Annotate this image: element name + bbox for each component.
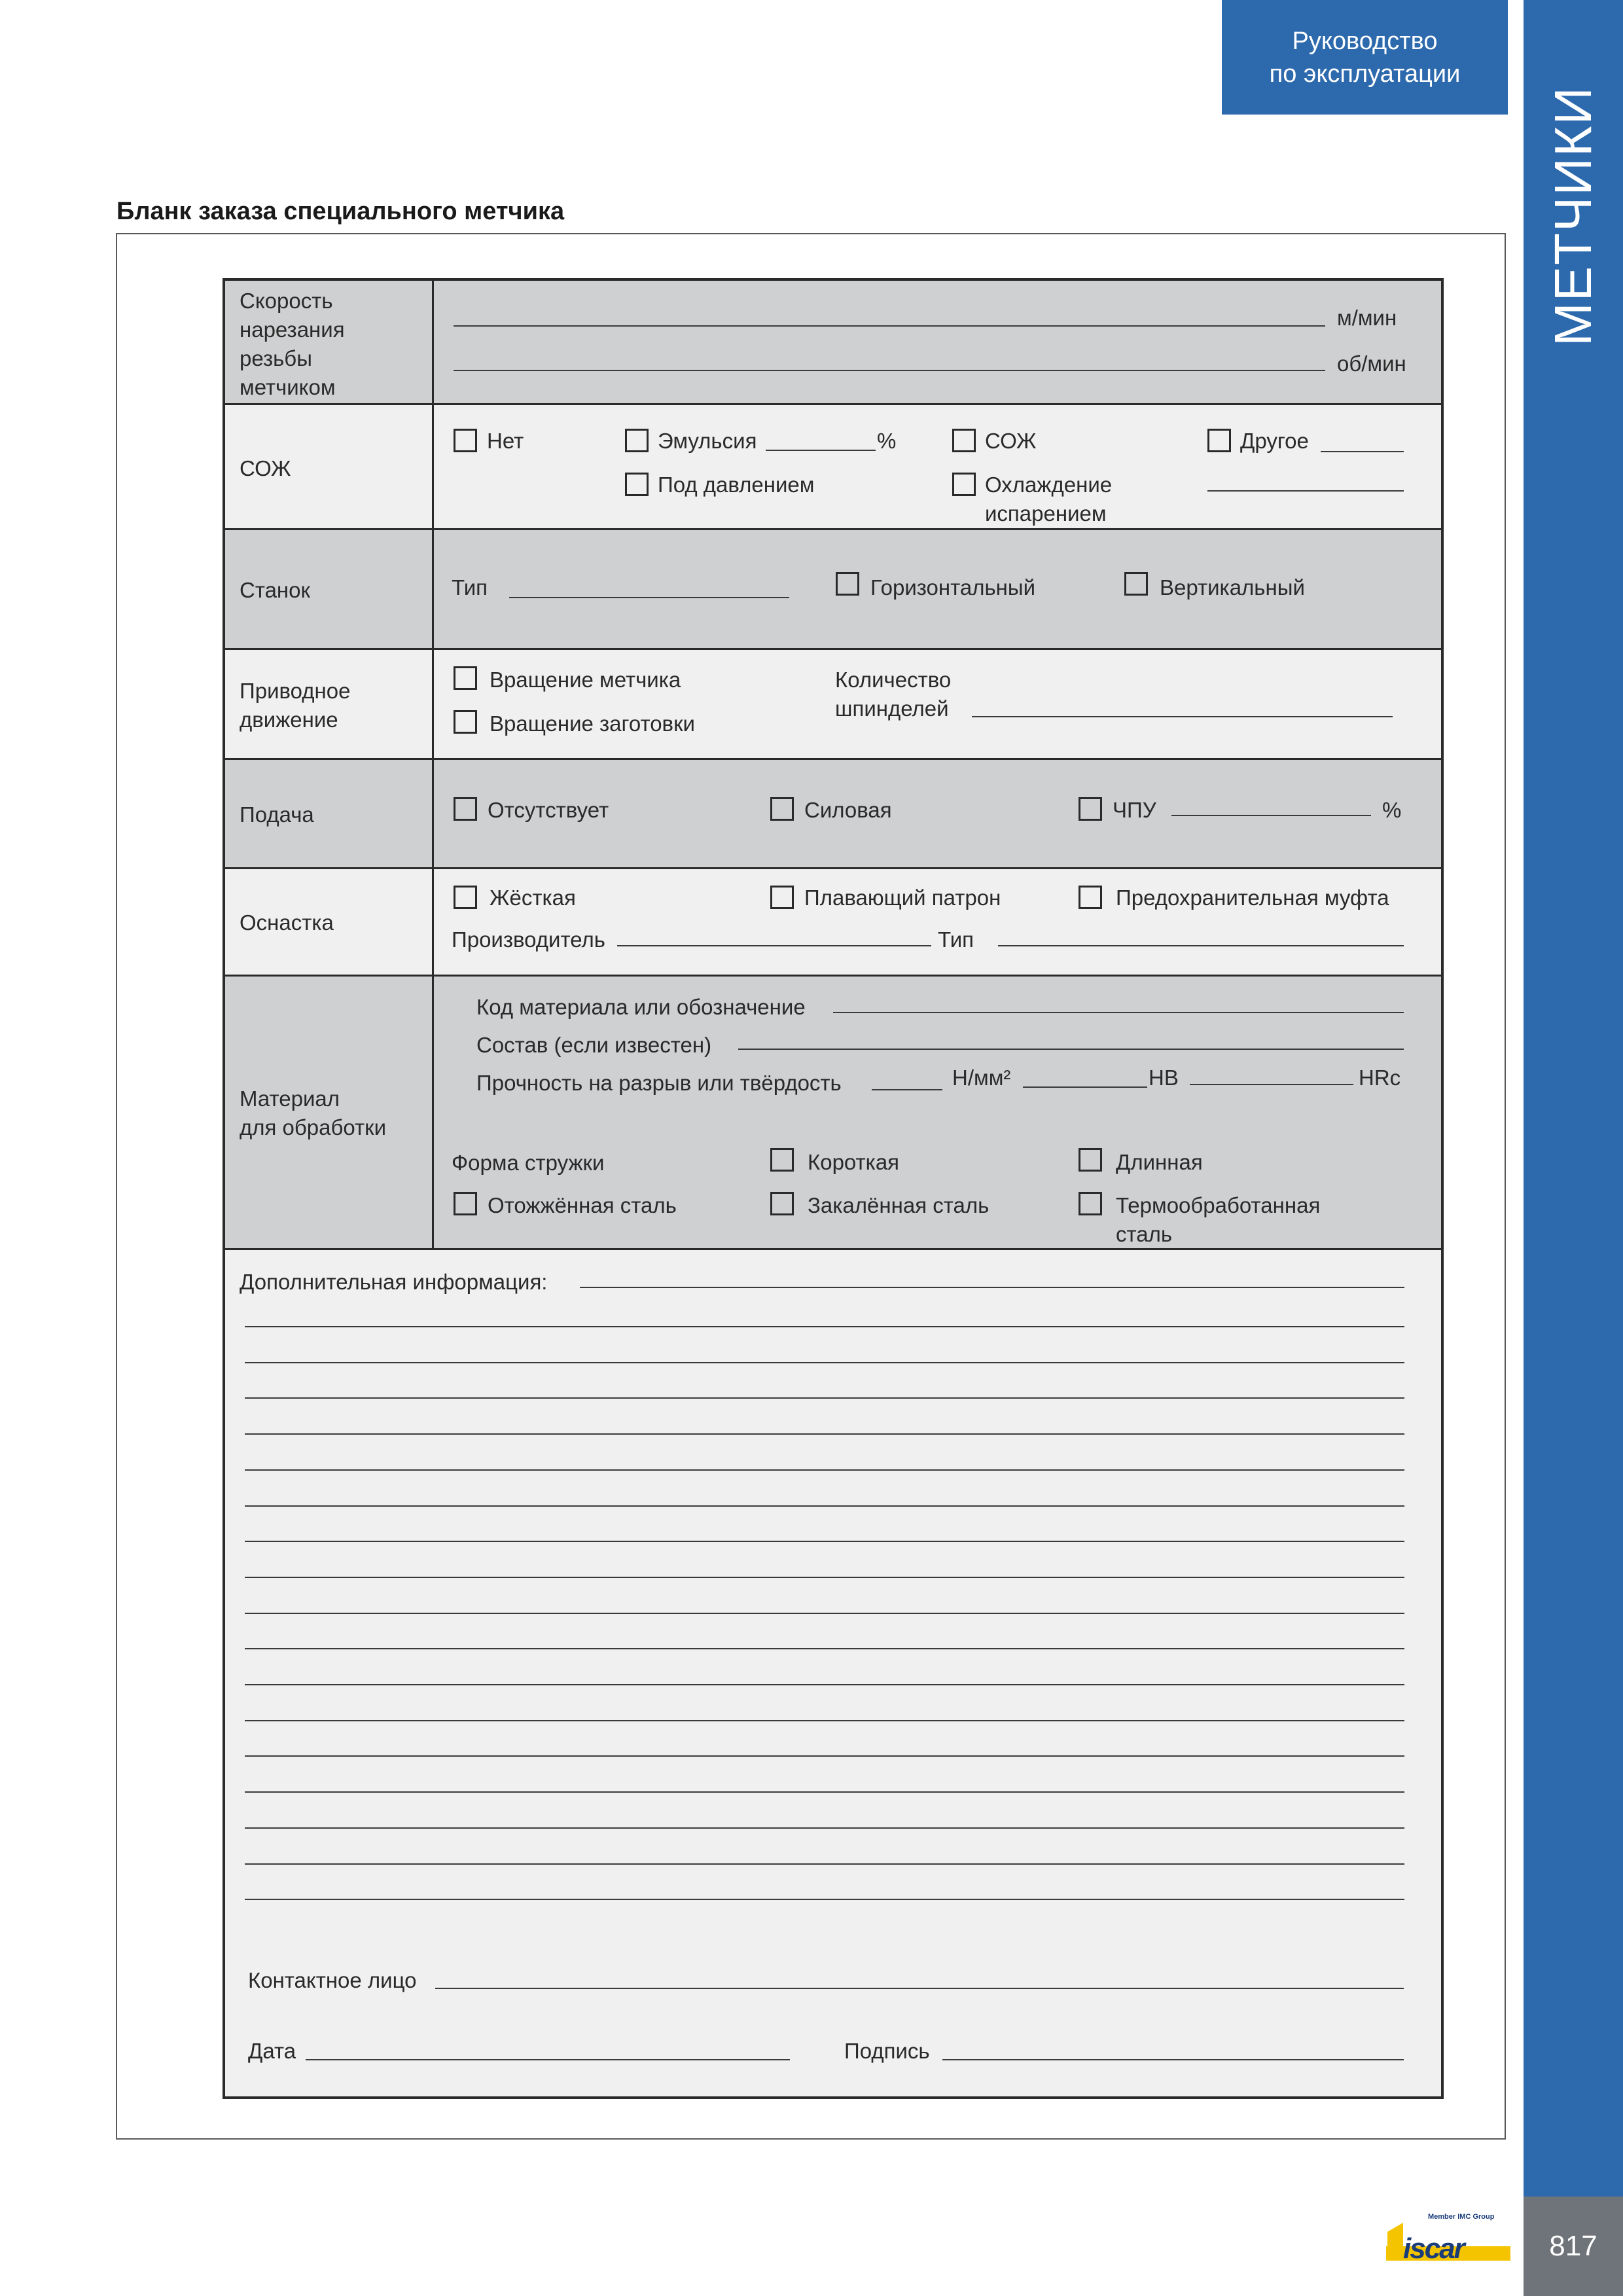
coolant-evaporation-checkbox[interactable] [952,473,976,496]
logo-tagline: Member IMC Group [1428,2213,1495,2221]
additional-info-line[interactable] [245,1469,1404,1471]
feed-power-label: Силовая [804,798,892,822]
tooling-manufacturer-label: Производитель [452,927,605,952]
drive-spindles-field[interactable] [972,716,1393,717]
tooling-label: Оснастка [240,910,334,935]
coolant-pressure-checkbox[interactable] [625,473,649,496]
material-strength-nmm-field[interactable] [872,1089,942,1090]
material-long-chip-checkbox[interactable] [1079,1148,1102,1172]
header-line-1: Руководство [1292,27,1438,55]
iscar-logo [1386,2210,1510,2270]
additional-info-line[interactable] [245,1755,1404,1757]
machine-horizontal-checkbox[interactable] [836,572,859,596]
additional-info-line[interactable] [245,1326,1404,1327]
material-short-chip-label: Короткая [808,1150,900,1174]
coolant-none-label: Нет [487,429,524,453]
material-label-1: Материал [240,1086,340,1111]
drive-label-2: движение [240,708,338,732]
coolant-soj-checkbox[interactable] [952,429,976,452]
feed-none-label: Отсутствует [488,798,609,822]
machine-vertical-label: Вертикальный [1160,575,1305,600]
signature-label: Подпись [844,2039,930,2063]
material-label-2: для обработки [240,1115,387,1139]
material-unit-hrc: HRc [1359,1066,1401,1090]
additional-info-line[interactable] [245,1791,1404,1793]
coolant-other-label: Другое [1240,429,1309,453]
material-chip-form-label: Форма стружки [452,1151,605,1175]
additional-info-line[interactable] [245,1684,1404,1685]
speed-label-4: метчиком [240,375,336,399]
tooling-type-field[interactable] [998,945,1404,946]
speed-mmin-field[interactable] [454,325,1325,327]
coolant-emulsion-percent-field[interactable] [766,450,876,451]
coolant-other-field-2[interactable] [1207,490,1404,492]
tooling-type-label: Тип [938,927,974,952]
machine-type-field[interactable] [509,597,789,598]
drive-label-1: Приводное [240,679,351,703]
material-unit-nmm: Н/мм² [952,1066,1011,1090]
logo-wordmark: iscar [1403,2233,1464,2265]
additional-info-line[interactable] [245,1648,1404,1649]
material-composition-label: Состав (если известен) [476,1033,712,1057]
additional-info-label: Дополнительная информация: [240,1270,548,1294]
row-drive [225,650,1441,758]
coolant-evaporation-label-1: Охлаждение [985,473,1113,497]
drive-tap-rotation-checkbox[interactable] [454,666,477,690]
additional-info-field[interactable] [580,1287,1404,1288]
additional-info-line[interactable] [245,1827,1404,1829]
row-divider [225,1248,1441,1250]
drive-work-rotation-label: Вращение заготовки [490,711,695,736]
speed-label-3: резьбы [240,346,312,370]
drive-spindles-label-1: Количество [835,668,952,692]
date-label: Дата [248,2039,296,2063]
machine-type-label: Тип [452,575,488,600]
tooling-floating-label: Плавающий патрон [804,886,1001,910]
material-hardened-checkbox[interactable] [770,1192,794,1215]
speed-rpm-field[interactable] [454,370,1325,371]
signature-field[interactable] [942,2059,1404,2060]
coolant-other-checkbox[interactable] [1207,429,1231,452]
additional-info-line[interactable] [245,1541,1404,1542]
tooling-manufacturer-field[interactable] [617,945,931,946]
additional-info-line[interactable] [245,1433,1404,1435]
additional-info-line[interactable] [245,1863,1404,1865]
feed-percent: % [1382,798,1402,822]
material-hardened-label: Закалённая сталь [808,1193,990,1217]
additional-info-line[interactable] [245,1720,1404,1721]
page-title: Бланк заказа специального метчика [116,198,565,225]
additional-info-line[interactable] [245,1362,1404,1363]
machine-label: Станок [240,578,310,602]
material-strength-label: Прочность на разрыв или твёрдость [476,1071,842,1095]
drive-spindles-label-2: шпинделей [835,696,949,721]
row-coolant [225,405,1441,528]
contact-label: Контактное лицо [248,1968,417,1992]
coolant-none-checkbox[interactable] [454,429,477,452]
material-long-chip-label: Длинная [1116,1150,1203,1174]
material-strength-hb-field[interactable] [1023,1086,1147,1088]
material-code-label: Код материала или обозначение [476,995,806,1019]
additional-info-line[interactable] [245,1613,1404,1614]
additional-info-line[interactable] [245,1505,1404,1507]
machine-horizontal-label: Горизонтальный [870,575,1036,600]
material-heat-treated-label-1: Термообработанная [1116,1193,1321,1217]
feed-cnc-label: ЧПУ [1113,798,1156,822]
material-unit-hb: HB [1149,1066,1179,1090]
row-divider [225,403,1441,405]
tooling-floating-checkbox[interactable] [770,886,794,909]
tooling-safety-label: Предохранительная муфта [1116,886,1389,910]
tooling-safety-checkbox[interactable] [1079,886,1102,909]
section-title-vertical: МЕТЧИКИ [1544,86,1602,346]
coolant-emulsion-checkbox[interactable] [625,429,649,452]
material-code-field[interactable] [833,1012,1404,1013]
drive-tap-rotation-label: Вращение метчика [490,668,681,692]
row-divider [225,758,1441,760]
coolant-pressure-label: Под давлением [658,473,815,497]
additional-info-line[interactable] [245,1577,1404,1578]
coolant-soj-label: СОЖ [985,429,1037,453]
material-heat-treated-checkbox[interactable] [1079,1192,1102,1215]
feed-none-checkbox[interactable] [454,797,477,821]
material-short-chip-checkbox[interactable] [770,1148,794,1172]
drive-work-rotation-checkbox[interactable] [454,710,477,734]
feed-label: Подача [240,802,314,827]
date-field[interactable] [306,2059,790,2060]
material-annealed-checkbox[interactable] [454,1192,477,1215]
feed-power-checkbox[interactable] [770,797,794,821]
tooling-rigid-checkbox[interactable] [454,886,477,909]
column-divider [432,281,434,1248]
machine-vertical-checkbox[interactable] [1124,572,1148,596]
speed-label-1: Скорость [240,289,333,313]
coolant-evaporation-label-2: испарением [985,501,1107,526]
row-divider [225,867,1441,869]
page-number: 817 [1549,2230,1597,2262]
additional-info-line[interactable] [245,1397,1404,1399]
material-composition-field[interactable] [738,1049,1404,1050]
coolant-label: СОЖ [240,456,291,480]
row-divider [225,648,1441,650]
coolant-percent: % [877,429,897,453]
feed-cnc-percent-field[interactable] [1171,815,1371,816]
row-divider [225,975,1441,977]
speed-unit-rpm: об/мин [1337,351,1406,376]
coolant-other-field[interactable] [1321,451,1404,452]
additional-info-line[interactable] [245,1899,1404,1900]
tooling-rigid-label: Жёсткая [490,886,576,910]
header-line-2: по эксплуатации [1269,60,1461,88]
row-divider [225,528,1441,530]
speed-label-2: нарезания [240,317,345,342]
material-annealed-label: Отожжённая сталь [488,1193,677,1217]
coolant-emulsion-label: Эмульсия [658,429,757,453]
material-strength-hrc-field[interactable] [1190,1084,1353,1085]
material-heat-treated-label-2: сталь [1116,1222,1173,1246]
feed-cnc-checkbox[interactable] [1079,797,1102,821]
speed-unit-mmin: м/мин [1337,306,1397,330]
row-speed [225,281,1441,403]
header-badge [1222,0,1508,115]
contact-field[interactable] [435,1988,1404,1989]
